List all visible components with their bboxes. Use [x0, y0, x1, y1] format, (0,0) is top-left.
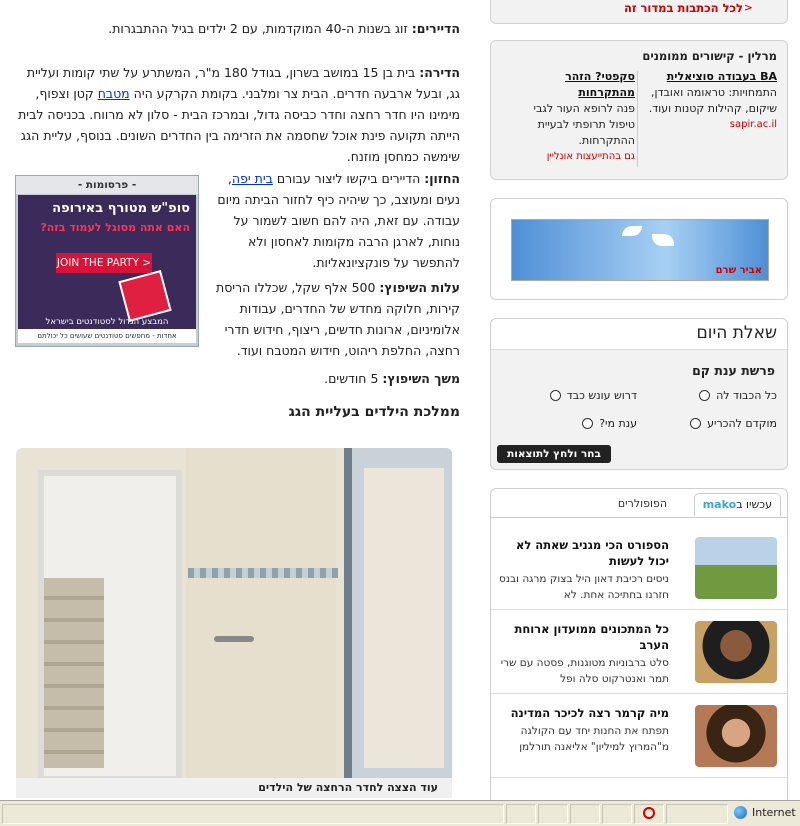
poll-header — [491, 319, 787, 350]
apartment-text-b: קטן וצפוף, מימינו היו חדר רחצה וחדר כביסה גדול, ובמרכז הבית - סלון לא מרווח. בכניסה לבית הייתה תקועה פינת אוכל שחסמה את הזרימה בין החדרים השונים. בנוסף, עליית הגג שימשה כמחסן מוזנח. — [18, 86, 460, 164]
beautiful-home-link[interactable]: בית יפה — [231, 171, 273, 186]
leaf-icon — [622, 226, 642, 236]
vision-label: החזון: — [424, 171, 460, 186]
promo-banner[interactable] — [18, 195, 196, 343]
popular-item-thumbnail[interactable] — [695, 621, 777, 683]
banner-ad-box — [490, 198, 788, 300]
popular-item-title[interactable]: כל המתכונים ממועדון ארוחת הערב — [514, 622, 669, 652]
popular-item-desc: ניסים רכיבת דאון היל בצוק מרגה ובנס חזרנו בחתיכה אחת. לא — [499, 573, 669, 601]
popular-item-title[interactable]: מיה קרמר רצה לכיכר המדינה — [510, 706, 669, 720]
popular-item[interactable] — [491, 529, 787, 610]
daily-poll — [490, 318, 788, 470]
promo-label: - פרסומות - — [16, 176, 198, 194]
towel-holder — [214, 636, 254, 642]
banner-ad[interactable] — [511, 219, 769, 281]
privacy-icon[interactable] — [643, 807, 655, 819]
chevron-left-icon: > — [743, 1, 753, 14]
sponsored-link-1-text: התמחויות: טראומה ואובדן, שיקום, קהילות קטנות ועוד. — [648, 86, 777, 115]
tab-now-prefix: עכשיו ב — [736, 498, 772, 511]
popular-item-title[interactable]: הספורט הכי מגניב שאתה לא יכול לעשות — [515, 538, 669, 568]
cost-paragraph — [215, 277, 460, 361]
security-zone[interactable] — [730, 804, 796, 822]
promo-headline: סופ"ש מטורף באירופה — [52, 201, 190, 216]
kitchen-link[interactable]: מטבח — [97, 86, 130, 101]
popular-item-text — [499, 705, 669, 755]
poll-option-3[interactable] — [690, 417, 777, 430]
status-cell — [538, 804, 568, 824]
status-cell — [506, 804, 536, 824]
radio-button[interactable] — [582, 418, 593, 429]
poll-option-3-label: מוקדם להכריע — [707, 417, 777, 430]
status-cell — [570, 804, 600, 824]
status-cell — [602, 804, 632, 824]
promo-footer: אחדות - מחפשים סטודנטים שעושים כל יכולתם — [18, 329, 196, 343]
residents-label: הדיירים: — [411, 21, 460, 36]
mosaic-strip — [188, 568, 338, 578]
sponsored-link-2-title[interactable]: סקפטי? הזהר מהתקרחות — [565, 70, 635, 99]
leaf-icon — [652, 234, 674, 246]
bathroom-photo[interactable] — [16, 448, 452, 778]
all-articles-link[interactable]: לכל הכתבות במדור זה — [624, 1, 743, 15]
popular-item-text — [499, 537, 669, 603]
poll-title: שאלת היום — [696, 323, 777, 343]
poll-option-1[interactable] — [699, 389, 777, 402]
sponsored-link-2[interactable] — [505, 69, 635, 165]
privacy-cell[interactable] — [634, 804, 664, 824]
poll-question: פרשת ענת קם — [692, 363, 775, 378]
globe-icon — [734, 806, 747, 819]
poll-option-4-label: ענת מי? — [599, 417, 637, 430]
section-title: ממלכת הילדים בעליית הגג — [288, 404, 460, 420]
apartment-label: הדירה: — [419, 65, 460, 80]
mirror-reflection — [364, 468, 444, 768]
browser-status-bar — [0, 800, 800, 826]
zone-label: Internet — [752, 806, 796, 819]
vision-text-a: הדיירים ביקשו ליצור עבורם — [272, 171, 425, 186]
gift-box-icon — [118, 270, 171, 322]
promo-ad[interactable] — [15, 175, 199, 347]
cost-text: 500 אלף שקל, שכללו הריסת קירות, חלוקה מחדש של החדרים, עבודות אלומיניום, ארונות חדשים, ריצוף, חידוש חדרי רחצה, החלפת ריהוט, חידוש המטבח ועוד. — [215, 280, 460, 358]
popular-tabs — [491, 489, 787, 518]
tile-wall — [186, 448, 336, 778]
sponsored-link-1[interactable] — [647, 69, 777, 133]
sponsored-links-title: מרלין - קישורים ממומנים — [642, 49, 777, 63]
sponsored-link-1-title[interactable]: BA בעבודה סוציאלית — [666, 70, 777, 83]
join-party-button[interactable]: JOIN THE PARTY > — [56, 253, 152, 273]
residents-text: זוג בשנות ה-40 המוקדמות, עם 2 ילדים בגיל ההתבגרות. — [108, 21, 412, 36]
vision-paragraph — [215, 168, 460, 273]
duration-label: משך השיפוץ: — [382, 371, 460, 386]
residents-paragraph — [20, 18, 460, 39]
popular-item[interactable] — [491, 697, 787, 778]
staircase — [44, 578, 104, 768]
promo-subtitle: המבצע הגדול לסטודנטים בישראל — [45, 317, 169, 327]
apartment-text-a: בית בן 15 במושב בשרון, בגודל 180 מ"ר, המשתרע על שתי קומות ועליית גג, ובעל ארבעה חדרים. הבית צר ומלבני. בקומת הקרקע היה — [26, 65, 460, 101]
cost-label: עלות השיפוץ: — [379, 280, 460, 295]
divider — [637, 71, 638, 167]
radio-button[interactable] — [690, 418, 701, 429]
photo-caption: עוד הצצה לחדר הרחצה של הילדים — [16, 778, 452, 798]
mako-logo: mako — [702, 498, 737, 511]
status-text-cell — [2, 804, 504, 824]
poll-option-4[interactable] — [582, 417, 637, 430]
popular-item-thumbnail[interactable] — [695, 537, 777, 599]
apartment-paragraph — [18, 62, 460, 167]
tab-popular[interactable]: הפופולרים — [617, 497, 667, 510]
radio-button[interactable] — [699, 390, 710, 401]
popular-item-thumbnail[interactable] — [695, 705, 777, 767]
banner-logo: אביר שרם — [715, 265, 762, 276]
duration-paragraph — [215, 368, 460, 389]
popular-box — [490, 488, 788, 810]
tab-now-on-mako[interactable] — [694, 493, 781, 516]
poll-option-2-label: דרוש עונש כבד — [566, 389, 637, 402]
vision-text-b: , נעים ומעוצב, כך שיהיה כיף לחזור הביתה מיום עבודה. עם זאת, היה להם חשוב לשמור על נוחות, לארגן הרבה מקומות לאחסון ולא להתפשר על פונקציונאליות. — [217, 171, 460, 270]
security-cell — [666, 804, 728, 824]
sponsored-link-2-source[interactable]: גם בהתייעצות אונליין — [546, 151, 635, 162]
poll-results-button[interactable]: בחר ולחץ לתוצאות — [497, 445, 611, 463]
popular-item[interactable] — [491, 613, 787, 694]
popular-item-desc: סלט ברבוניות מטוגנות, פסטה עם שרי תמר ואנטרקוט סלה ופל — [500, 657, 669, 685]
section-link-box — [490, 0, 788, 24]
duration-text: 5 חודשים. — [324, 371, 383, 386]
popular-item-desc: תפתח את החנות יחד עם הקולגה מ"המרוץ למיליון" אליאנה תורלמן — [519, 725, 669, 753]
poll-option-1-label: כל הכבוד לה — [716, 389, 777, 402]
popular-item-text — [499, 621, 669, 687]
sponsored-link-1-source[interactable]: sapir.ac.il — [729, 119, 777, 130]
poll-option-2[interactable] — [550, 389, 637, 402]
promo-subheadline: האם אתה מסוגל לעמוד בזה? — [40, 221, 190, 234]
sidebar — [480, 0, 800, 800]
sponsored-links — [490, 40, 788, 180]
radio-button[interactable] — [550, 390, 561, 401]
sponsored-link-2-text: פנה לרופא העור לגבי טיפול תרופתי לבעיית ההתקרחות. — [533, 102, 635, 147]
